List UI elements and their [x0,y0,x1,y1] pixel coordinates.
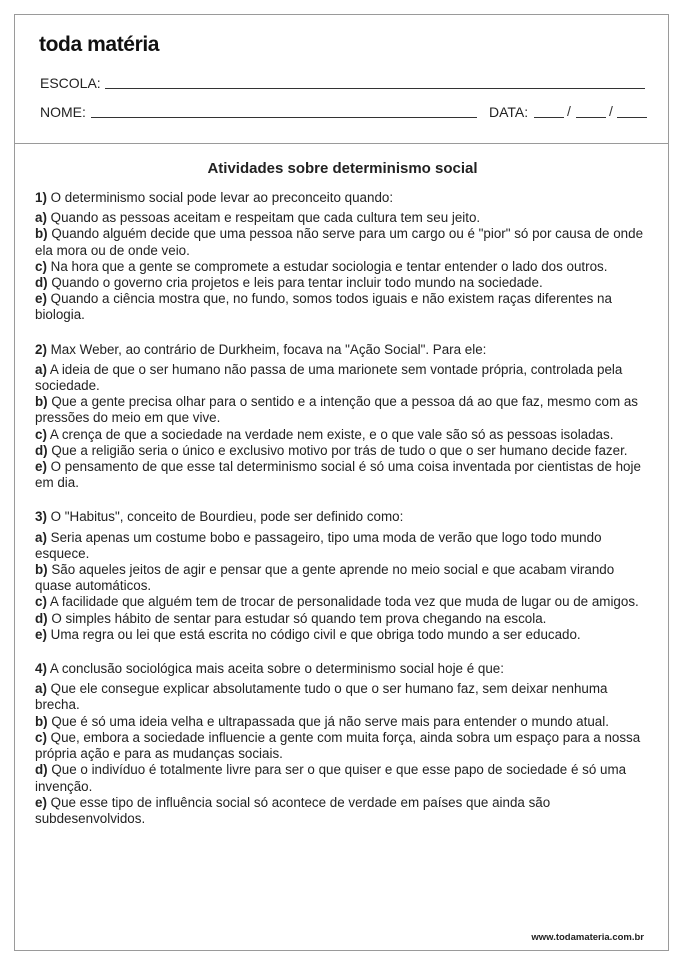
option-letter: c) [35,729,47,745]
option [35,714,645,730]
option [35,530,645,562]
date-separator: / [567,103,571,119]
name-label: NOME: [40,104,86,120]
option [35,275,645,291]
option [35,226,645,258]
date-year-line [617,117,647,118]
option [35,562,645,594]
option [35,795,645,827]
school-line [105,88,645,89]
option-text: Que, embora a sociedade influencie a gente com muita força, ainda sobra um espaço para a nossa própria ação e para as mudanças sociais. [35,729,641,762]
option-letter: b) [35,394,48,410]
option-text: Seria apenas um costume bobo e passageiro, tipo uma moda de verão que logo todo mundo esquece. [35,529,602,561]
option-text: Que esse tipo de influência social só acontece de verdade em países que ainda são subdesenvolvidos. [35,794,551,826]
option-text: São aqueles jeitos de agir e pensar que a gente aprende no meio social e que acabam virando quase automáticos. [35,562,615,594]
option-text: Que a gente precisa olhar para o sentido e a intenção que a pessoa dá ao que faz, mesmo com as pressões do meio em que vive. [35,394,638,426]
option-text: Na hora que a gente se compromete a estudar sociologia e tentar entender o lado dos outros. [50,258,608,274]
option-text: A crença de que a sociedade na verdade nem existe, e o que vale são só as pessoas isoladas. [49,426,614,442]
logo: toda matéria [39,33,160,56]
option [35,459,645,491]
option-letter: d) [35,442,48,458]
option [35,627,645,643]
option-text: Que ele consegue explicar absolutamente tudo o que o ser humano faz, sem deixar nenhuma brecha. [35,681,608,713]
option-text: A ideia de que o ser humano não passa de uma marionete sem vontade própria, controlada pela sociedade. [35,361,623,394]
option-text: O pensamento de que esse tal determinismo social é só uma coisa inventada por cientistas de hoje em dia. [35,459,641,491]
option-letter: d) [35,275,48,291]
option [35,681,645,713]
question [35,342,645,492]
page-title: Atividades sobre determinismo social [207,160,478,177]
question-number: 2) [35,341,47,357]
option [35,611,645,627]
option-text: O simples hábito de sentar para estudar só quando tem prova chegando na escola. [51,610,547,626]
option-letter: e) [35,794,47,810]
option-text: Quando as pessoas aceitam e respeitam que cada cultura tem seu jeito. [50,210,481,226]
date-label: DATA: [489,104,529,120]
question-number: 1) [35,190,47,205]
option-text: Quando o governo cria projetos e leis para tentar incluir todo mundo na sociedade. [51,275,543,291]
school-label: ESCOLA: [40,75,101,91]
option-letter: b) [35,713,48,729]
question-number: 4) [35,661,47,677]
option-text: Quando alguém decide que uma pessoa não serve para um cargo ou é "pior" só por causa de onde ela mora ou de onde veio. [35,226,644,258]
questions-list [35,190,645,845]
option-letter: a) [35,210,47,226]
option-text: Que a religião seria o único e exclusivo motivo por trás de tudo o que o ser humano decide fazer. [51,442,628,458]
option-letter: a) [35,681,47,697]
option-letter: c) [35,594,47,610]
option-letter: e) [35,459,47,475]
option [35,762,645,794]
option-letter: d) [35,610,48,626]
date-day-line [534,117,564,118]
option-text: Quando a ciência mostra que, no fundo, somos todos iguais e não existem raças diferentes na biologia. [35,291,612,323]
option [35,210,645,226]
question-text: A conclusão sociológica mais aceita sobre o determinismo social hoje é que: [49,661,504,677]
option-text: Uma regra ou lei que está escrita no código civil e que obriga todo mundo a ser educado. [50,626,581,642]
option [35,259,645,275]
option-letter: c) [35,258,47,274]
option-letter: e) [35,626,47,642]
question-text: O determinismo social pode levar ao preconceito quando: [50,190,394,205]
option [35,394,645,426]
question-number: 3) [35,509,47,525]
option-letter: d) [35,762,48,778]
option [35,594,645,610]
question [35,509,645,643]
option-letter: e) [35,291,47,307]
option [35,730,645,762]
option [35,443,645,459]
option-text: Que é só uma ideia velha e ultrapassada que já não serve mais para entender o mundo atual. [51,713,609,729]
option-letter: b) [35,562,48,578]
name-line [91,117,477,118]
option [35,427,645,443]
option-letter: c) [35,426,47,442]
option-text: Que o indivíduo é totalmente livre para ser o que quiser e que esse papo de sociedade é só uma invenção. [35,762,627,794]
question [35,661,645,827]
date-month-line [576,117,606,118]
question-text: O "Habitus", conceito de Bourdieu, pode ser definido como: [50,509,404,525]
header-divider [15,143,668,144]
option [35,362,645,394]
option-text: A facilidade que alguém tem de trocar de personalidade toda vez que muda de lugar ou de amigos. [49,594,639,610]
option [35,291,645,323]
option-letter: a) [35,361,47,377]
option-letter: a) [35,529,47,545]
option-letter: b) [35,226,48,242]
question [35,190,645,324]
question-text: Max Weber, ao contrário de Durkheim, focava na "Ação Social". Para ele: [50,341,487,357]
date-separator: / [609,103,613,119]
footer-url: www.todamateria.com.br [531,932,644,943]
